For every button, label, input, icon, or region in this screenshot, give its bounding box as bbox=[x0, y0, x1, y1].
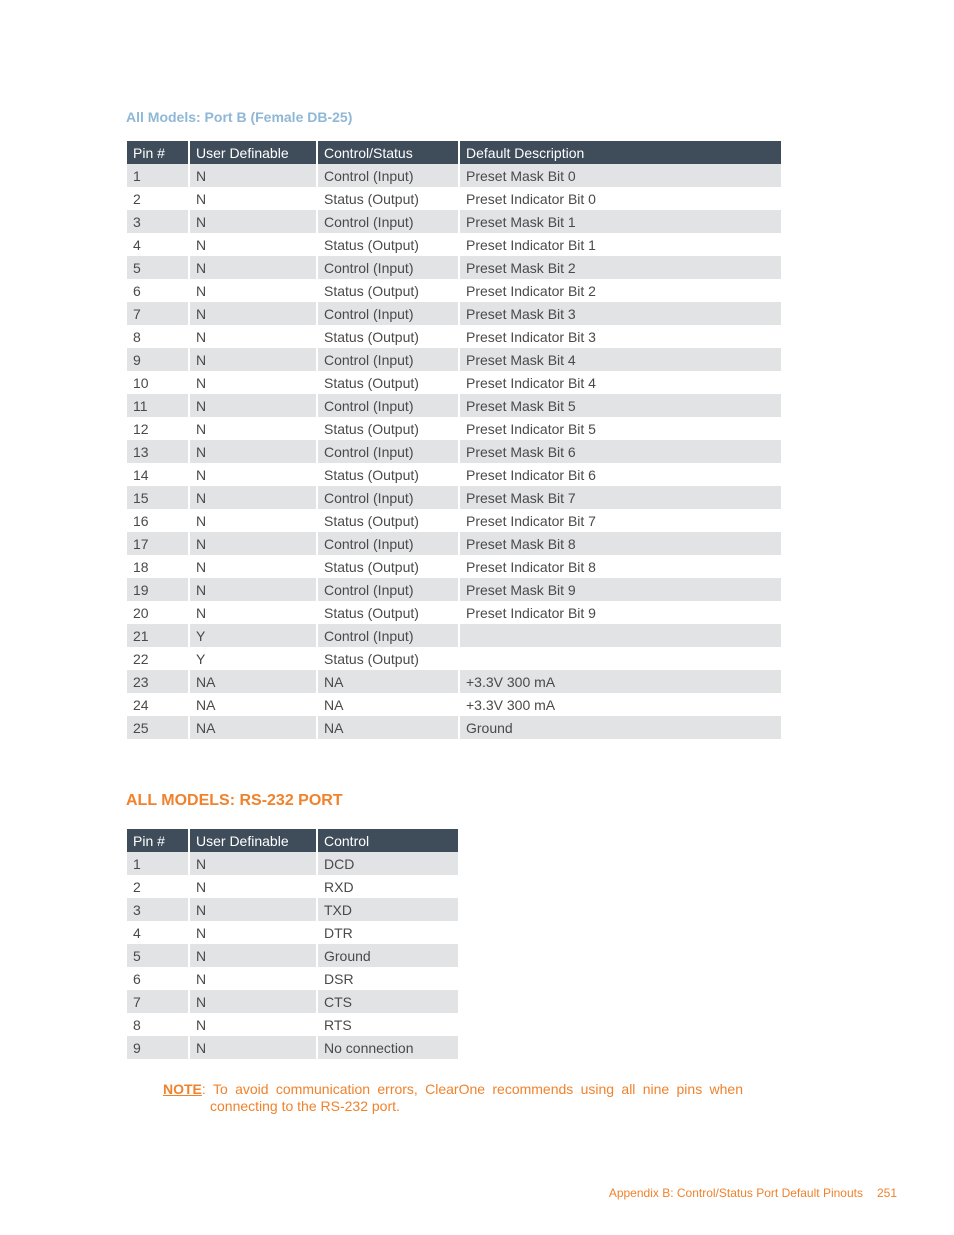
cell-user-definable: N bbox=[190, 532, 316, 555]
note-separator: : bbox=[201, 1081, 206, 1097]
cell-user-definable: N bbox=[190, 852, 316, 875]
cell-user-definable: NA bbox=[190, 716, 316, 739]
cell-control: RXD bbox=[318, 875, 458, 898]
table-row bbox=[127, 394, 781, 417]
cell-user-definable: N bbox=[190, 555, 316, 578]
column-header-pin: Pin # bbox=[127, 829, 188, 852]
rs232-section-title: ALL MODELS: RS-232 PORT bbox=[126, 792, 343, 809]
cell-pin: 9 bbox=[127, 1036, 188, 1059]
cell-description: Preset Indicator Bit 2 bbox=[460, 279, 781, 302]
cell-user-definable: N bbox=[190, 601, 316, 624]
cell-control: Status (Output) bbox=[318, 371, 458, 394]
table-row bbox=[127, 1036, 458, 1059]
table-row bbox=[127, 693, 781, 716]
cell-control: TXD bbox=[318, 898, 458, 921]
cell-control: Status (Output) bbox=[318, 555, 458, 578]
rs232-note bbox=[163, 1081, 743, 1114]
cell-description: Preset Mask Bit 0 bbox=[460, 164, 781, 187]
cell-user-definable: N bbox=[190, 256, 316, 279]
cell-user-definable: N bbox=[190, 486, 316, 509]
footer-chapter-title: Appendix B: Control/Status Port Default Pinouts bbox=[608, 1186, 863, 1200]
cell-description: Preset Indicator Bit 6 bbox=[460, 463, 781, 486]
cell-pin: 8 bbox=[127, 1013, 188, 1036]
cell-control: Control (Input) bbox=[318, 440, 458, 463]
cell-pin: 21 bbox=[127, 624, 188, 647]
cell-user-definable: Y bbox=[190, 624, 316, 647]
column-header-default-description: Default Description bbox=[460, 141, 781, 164]
table-row bbox=[127, 302, 781, 325]
table-row bbox=[127, 233, 781, 256]
table-row bbox=[127, 990, 458, 1013]
table-row bbox=[127, 601, 781, 624]
table-row bbox=[127, 898, 458, 921]
cell-pin: 2 bbox=[127, 187, 188, 210]
table-row bbox=[127, 463, 781, 486]
column-header-user-definable: User Definable bbox=[190, 829, 316, 852]
cell-user-definable: N bbox=[190, 898, 316, 921]
table-row bbox=[127, 647, 781, 670]
cell-pin: 19 bbox=[127, 578, 188, 601]
table-row bbox=[127, 624, 781, 647]
cell-description: Preset Indicator Bit 7 bbox=[460, 509, 781, 532]
cell-pin: 6 bbox=[127, 967, 188, 990]
cell-pin: 4 bbox=[127, 921, 188, 944]
rs232-pinout-table bbox=[125, 829, 460, 1059]
cell-control: DSR bbox=[318, 967, 458, 990]
note-label: NOTE bbox=[163, 1081, 202, 1097]
table-row bbox=[127, 164, 781, 187]
cell-user-definable: NA bbox=[190, 670, 316, 693]
table-row bbox=[127, 670, 781, 693]
cell-control: NA bbox=[318, 716, 458, 739]
cell-pin: 7 bbox=[127, 302, 188, 325]
cell-description bbox=[460, 647, 781, 670]
cell-description: Preset Mask Bit 9 bbox=[460, 578, 781, 601]
table-row bbox=[127, 210, 781, 233]
page-footer bbox=[609, 1186, 897, 1200]
cell-user-definable: N bbox=[190, 164, 316, 187]
table-row bbox=[127, 852, 458, 875]
cell-description: Preset Indicator Bit 5 bbox=[460, 417, 781, 440]
cell-user-definable: N bbox=[190, 990, 316, 1013]
cell-user-definable: N bbox=[190, 187, 316, 210]
port-b-section-title: All Models: Port B (Female DB-25) bbox=[126, 109, 353, 125]
column-header-user-definable: User Definable bbox=[190, 141, 316, 164]
table-row bbox=[127, 348, 781, 371]
cell-pin: 1 bbox=[127, 852, 188, 875]
cell-control: Status (Output) bbox=[318, 279, 458, 302]
cell-user-definable: N bbox=[190, 463, 316, 486]
cell-control: Control (Input) bbox=[318, 624, 458, 647]
cell-user-definable: N bbox=[190, 578, 316, 601]
table-row bbox=[127, 279, 781, 302]
cell-description: +3.3V 300 mA bbox=[460, 670, 781, 693]
table-row bbox=[127, 944, 458, 967]
cell-description: Preset Mask Bit 2 bbox=[460, 256, 781, 279]
cell-user-definable: N bbox=[190, 302, 316, 325]
cell-pin: 8 bbox=[127, 325, 188, 348]
table-row bbox=[127, 555, 781, 578]
cell-pin: 14 bbox=[127, 463, 188, 486]
cell-pin: 18 bbox=[127, 555, 188, 578]
cell-description: Preset Indicator Bit 9 bbox=[460, 601, 781, 624]
cell-pin: 7 bbox=[127, 990, 188, 1013]
cell-control: Status (Output) bbox=[318, 325, 458, 348]
table-row bbox=[127, 187, 781, 210]
cell-description: Preset Mask Bit 1 bbox=[460, 210, 781, 233]
cell-control: Control (Input) bbox=[318, 348, 458, 371]
cell-pin: 16 bbox=[127, 509, 188, 532]
cell-pin: 12 bbox=[127, 417, 188, 440]
cell-description: Preset Indicator Bit 0 bbox=[460, 187, 781, 210]
cell-control: Ground bbox=[318, 944, 458, 967]
cell-pin: 10 bbox=[127, 371, 188, 394]
column-header-pin: Pin # bbox=[127, 141, 188, 164]
cell-description: Preset Mask Bit 7 bbox=[460, 486, 781, 509]
cell-user-definable: N bbox=[190, 394, 316, 417]
cell-control: Control (Input) bbox=[318, 486, 458, 509]
cell-description bbox=[460, 624, 781, 647]
cell-control: Status (Output) bbox=[318, 417, 458, 440]
cell-user-definable: N bbox=[190, 921, 316, 944]
cell-pin: 17 bbox=[127, 532, 188, 555]
cell-pin: 24 bbox=[127, 693, 188, 716]
cell-pin: 20 bbox=[127, 601, 188, 624]
table-row bbox=[127, 921, 458, 944]
cell-description: Ground bbox=[460, 716, 781, 739]
cell-pin: 4 bbox=[127, 233, 188, 256]
cell-description: Preset Mask Bit 3 bbox=[460, 302, 781, 325]
cell-user-definable: NA bbox=[190, 693, 316, 716]
cell-pin: 1 bbox=[127, 164, 188, 187]
note-text-line-1: To avoid communication errors, ClearOne recommends using all nine pins when bbox=[213, 1081, 743, 1097]
cell-pin: 3 bbox=[127, 210, 188, 233]
cell-pin: 5 bbox=[127, 256, 188, 279]
cell-pin: 22 bbox=[127, 647, 188, 670]
cell-control: NA bbox=[318, 693, 458, 716]
cell-pin: 11 bbox=[127, 394, 188, 417]
table-row bbox=[127, 417, 781, 440]
table-row bbox=[127, 371, 781, 394]
cell-user-definable: N bbox=[190, 233, 316, 256]
cell-control: Control (Input) bbox=[318, 164, 458, 187]
cell-user-definable: N bbox=[190, 509, 316, 532]
cell-control: DCD bbox=[318, 852, 458, 875]
table-row bbox=[127, 1013, 458, 1036]
cell-user-definable: N bbox=[190, 944, 316, 967]
cell-user-definable: N bbox=[190, 371, 316, 394]
table-row bbox=[127, 325, 781, 348]
cell-pin: 6 bbox=[127, 279, 188, 302]
cell-user-definable: N bbox=[190, 417, 316, 440]
cell-description: Preset Indicator Bit 8 bbox=[460, 555, 781, 578]
column-header-control-status: Control/Status bbox=[318, 141, 458, 164]
table-header-row bbox=[127, 829, 458, 852]
cell-control: Status (Output) bbox=[318, 509, 458, 532]
cell-description: Preset Indicator Bit 3 bbox=[460, 325, 781, 348]
table-row bbox=[127, 532, 781, 555]
cell-user-definable: Y bbox=[190, 647, 316, 670]
cell-pin: 2 bbox=[127, 875, 188, 898]
cell-pin: 9 bbox=[127, 348, 188, 371]
cell-user-definable: N bbox=[190, 1036, 316, 1059]
cell-control: Status (Output) bbox=[318, 601, 458, 624]
cell-control: Status (Output) bbox=[318, 187, 458, 210]
cell-pin: 15 bbox=[127, 486, 188, 509]
cell-control: Control (Input) bbox=[318, 256, 458, 279]
cell-user-definable: N bbox=[190, 967, 316, 990]
cell-description: Preset Mask Bit 6 bbox=[460, 440, 781, 463]
cell-description: Preset Indicator Bit 1 bbox=[460, 233, 781, 256]
cell-user-definable: N bbox=[190, 325, 316, 348]
cell-user-definable: N bbox=[190, 279, 316, 302]
cell-description: Preset Mask Bit 5 bbox=[460, 394, 781, 417]
cell-control: Control (Input) bbox=[318, 302, 458, 325]
port-b-pinout-table bbox=[125, 141, 783, 739]
cell-user-definable: N bbox=[190, 1013, 316, 1036]
cell-user-definable: N bbox=[190, 210, 316, 233]
cell-description: Preset Mask Bit 8 bbox=[460, 532, 781, 555]
table-row bbox=[127, 256, 781, 279]
cell-control: Control (Input) bbox=[318, 578, 458, 601]
table-row bbox=[127, 578, 781, 601]
cell-pin: 5 bbox=[127, 944, 188, 967]
cell-user-definable: N bbox=[190, 875, 316, 898]
table-row bbox=[127, 486, 781, 509]
cell-control: Status (Output) bbox=[318, 647, 458, 670]
cell-user-definable: N bbox=[190, 348, 316, 371]
cell-pin: 13 bbox=[127, 440, 188, 463]
cell-description: Preset Indicator Bit 4 bbox=[460, 371, 781, 394]
page-number: 251 bbox=[876, 1186, 897, 1200]
cell-control: RTS bbox=[318, 1013, 458, 1036]
cell-pin: 3 bbox=[127, 898, 188, 921]
cell-control: NA bbox=[318, 670, 458, 693]
cell-control: Status (Output) bbox=[318, 233, 458, 256]
cell-user-definable: N bbox=[190, 440, 316, 463]
note-text-line-2: connecting to the RS-232 port. bbox=[210, 1098, 400, 1114]
table-row bbox=[127, 509, 781, 532]
cell-pin: 23 bbox=[127, 670, 188, 693]
table-row bbox=[127, 967, 458, 990]
cell-description: +3.3V 300 mA bbox=[460, 693, 781, 716]
cell-control: Control (Input) bbox=[318, 394, 458, 417]
table-header-row bbox=[127, 141, 781, 164]
cell-pin: 25 bbox=[127, 716, 188, 739]
cell-control: Control (Input) bbox=[318, 210, 458, 233]
table-row bbox=[127, 716, 781, 739]
cell-control: DTR bbox=[318, 921, 458, 944]
cell-description: Preset Mask Bit 4 bbox=[460, 348, 781, 371]
cell-control: Status (Output) bbox=[318, 463, 458, 486]
table-row bbox=[127, 440, 781, 463]
column-header-control: Control bbox=[318, 829, 458, 852]
cell-control: No connection bbox=[318, 1036, 458, 1059]
table-row bbox=[127, 875, 458, 898]
cell-control: CTS bbox=[318, 990, 458, 1013]
cell-control: Control (Input) bbox=[318, 532, 458, 555]
